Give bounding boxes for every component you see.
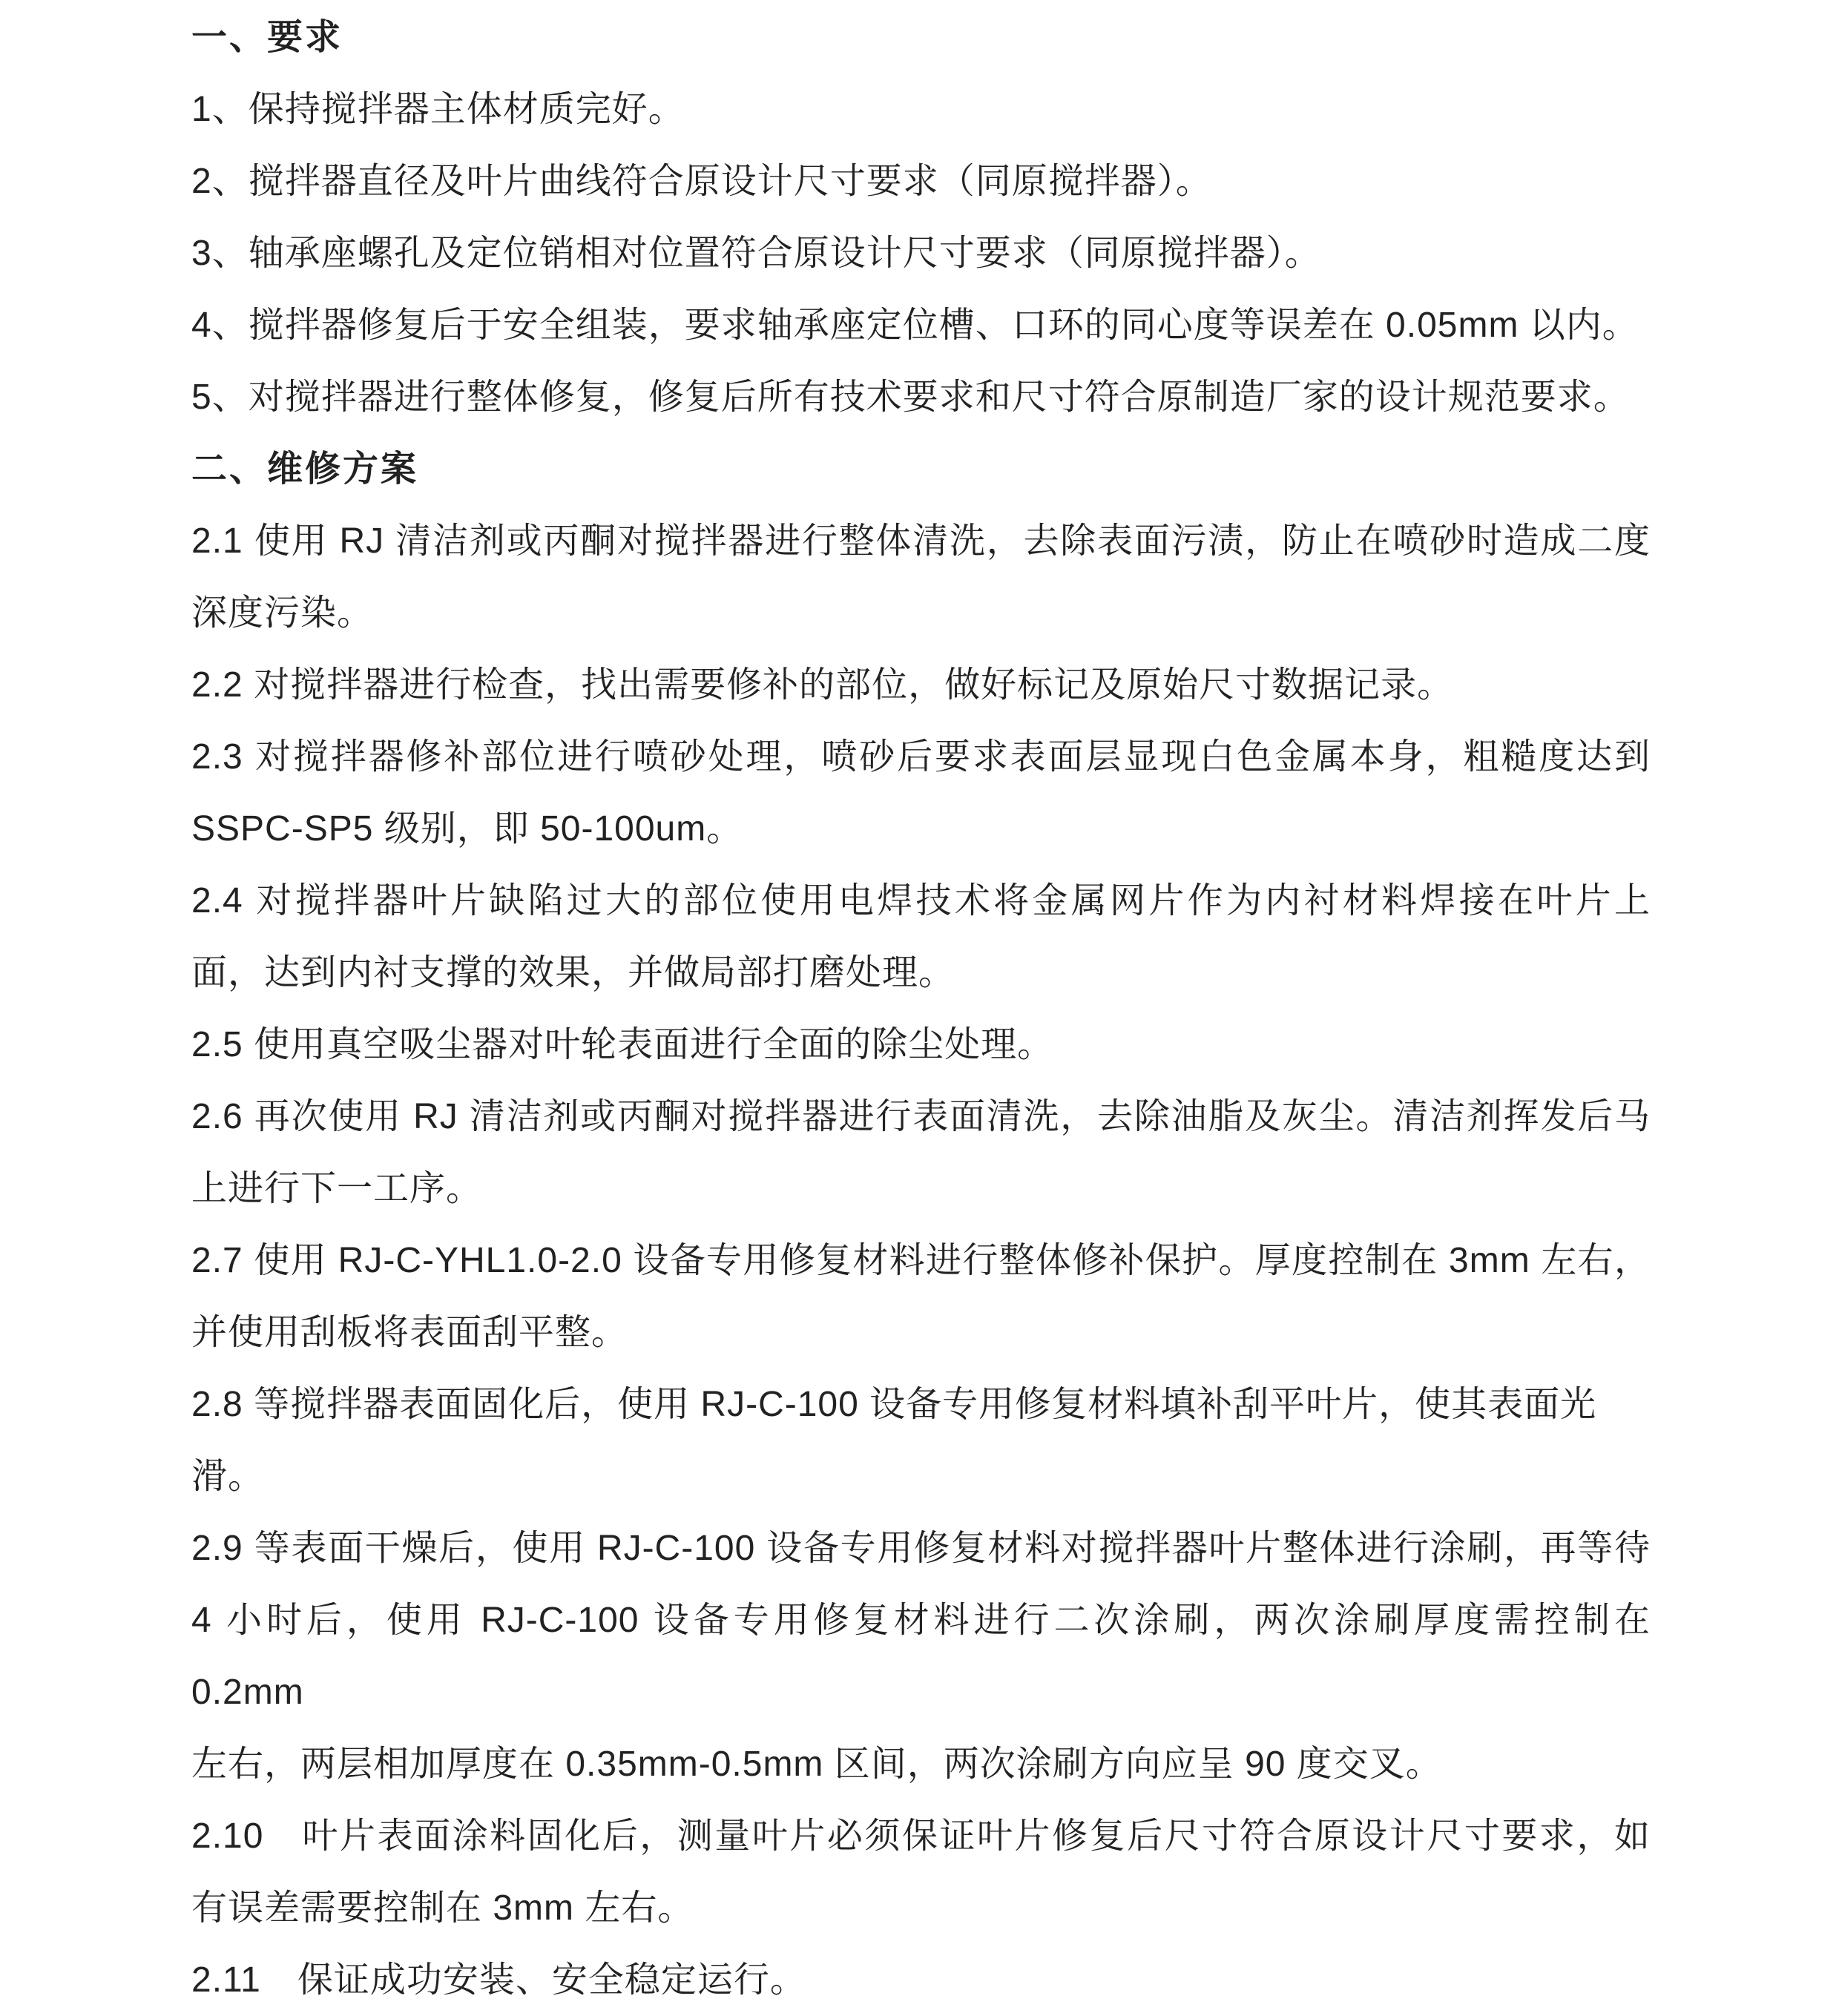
text-line: 面，达到内衬支撑的效果，并做局部打磨处理。 (191, 953, 955, 992)
text-line: 1、保持搅拌器主体材质完好。 (191, 90, 685, 129)
text-line: 2.8 等搅拌器表面固化后，使用 RJ-C-100 设备专用修复材料填补刮平叶片，使其表面光滑。 (191, 1385, 1597, 1496)
text-line: 2、搅拌器直径及叶片曲线符合原设计尺寸要求（同原搅拌器）。 (191, 162, 1212, 201)
text-line: 2.7 使用 RJ-C-YHL1.0-2.0 设备专用修复材料进行整体修补保护。厚度控制在 3mm 左右， (191, 1241, 1651, 1280)
text-line: 2.11 保证成功安装、安全稳定运行。 (191, 1960, 806, 2000)
text-line: 上进行下一工序。 (191, 1169, 483, 1208)
section-heading: 一、要求 (191, 18, 343, 57)
text-line: 有误差需要控制在 3mm 左右。 (191, 1888, 694, 1928)
document-lines (191, 1, 1651, 2016)
text-line: 2.2 对搅拌器进行检查，找出需要修补的部位，做好标记及原始尺寸数据记录。 (191, 665, 1454, 705)
text-line: 2.5 使用真空吸尘器对叶轮表面进行全面的除尘处理。 (191, 1025, 1054, 1064)
text-line: 5、对搅拌器进行整体修复，修复后所有技术要求和尺寸符合原制造厂家的设计规范要求。 (191, 378, 1630, 417)
text-line: 2.3 对搅拌器修补部位进行喷砂处理，喷砂后要求表面层显现白色金属本身，粗糙度达到 (191, 737, 1651, 777)
text-line: SSPC-SP5 级别，即 50-100um。 (191, 809, 743, 849)
text-line: 2.4 对搅拌器叶片缺陷过大的部位使用电焊技术将金属网片作为内衬材料焊接在叶片上 (191, 881, 1651, 920)
text-line: 并使用刮板将表面刮平整。 (191, 1313, 628, 1352)
text-line: 左右，两层相加厚度在 0.35mm-0.5mm 区间，两次涂刷方向应呈 90 度交叉。 (191, 1745, 1442, 1784)
text-line: 深度污染。 (191, 593, 374, 633)
text-line: 2.1 使用 RJ 清洁剂或丙酮对搅拌器进行整体清洗，去除表面污渍，防止在喷砂时造成二度 (191, 521, 1651, 561)
text-line: 3、轴承座螺孔及定位销相对位置符合原设计尺寸要求（同原搅拌器）。 (191, 234, 1321, 273)
text-line: 2.10 叶片表面涂料固化后，测量叶片必须保证叶片修复后尺寸符合原设计尺寸要求，如 (191, 1816, 1651, 1856)
text-line: 2.6 再次使用 RJ 清洁剂或丙酮对搅拌器进行表面清洗，去除油脂及灰尘。清洁剂挥发后马 (191, 1097, 1651, 1136)
text-line: 4、搅拌器修复后于安全组装，要求轴承座定位槽、口环的同心度等误差在 0.05mm 以内。 (191, 306, 1639, 345)
text-line: 2.9 等表面干燥后，使用 RJ-C-100 设备专用修复材料对搅拌器叶片整体进行涂刷，再等待 (191, 1529, 1651, 1568)
text-line: 4 小时后，使用 RJ-C-100 设备专用修复材料进行二次涂刷，两次涂刷厚度需控制在 0.2mm (191, 1601, 1651, 1712)
section-heading: 二、维修方案 (191, 449, 419, 489)
